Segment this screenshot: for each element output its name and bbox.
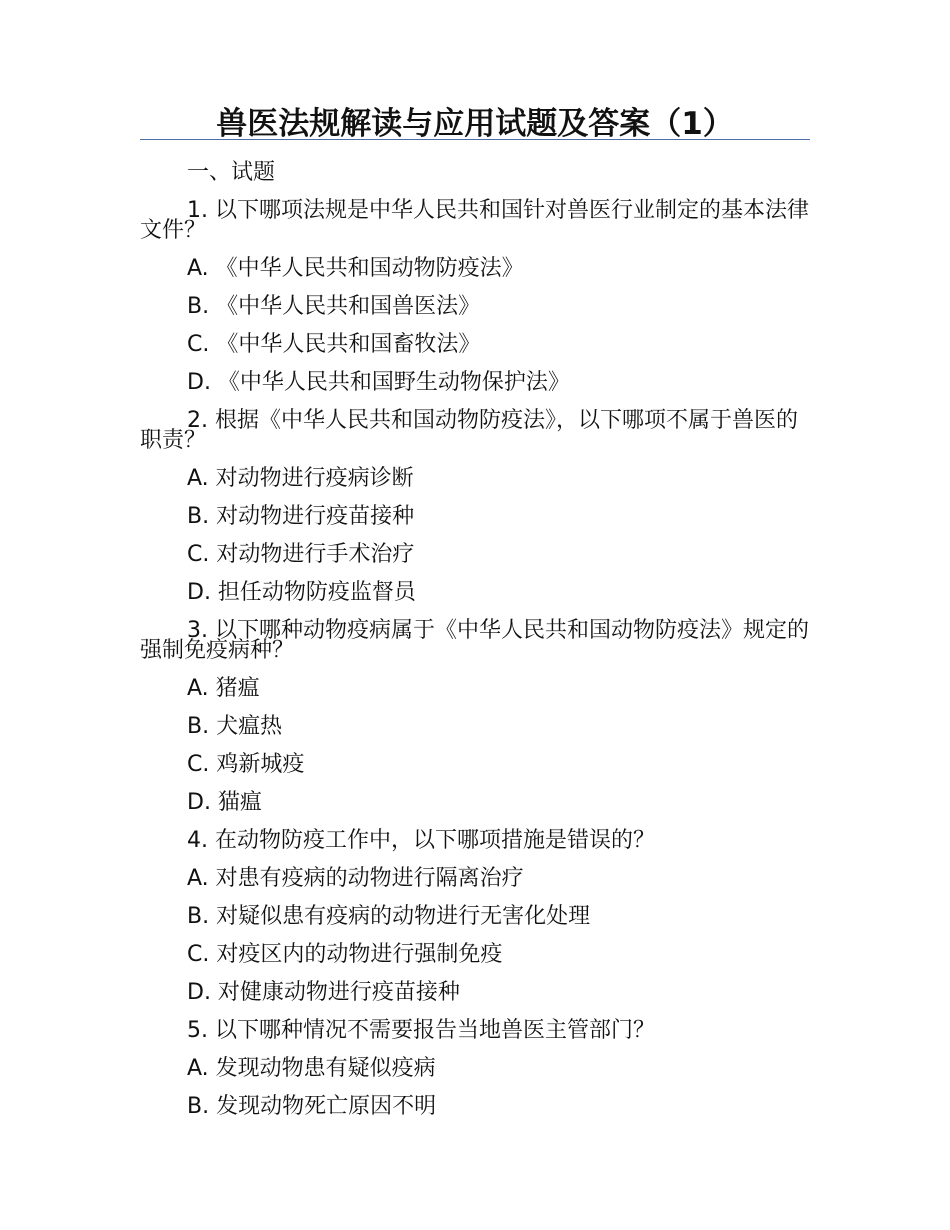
question-1-option-d: D. 《中华人民共和国野生动物保护法》 [187,370,570,395]
question-3-option-d: D. 猫瘟 [187,790,262,815]
question-4: 4. 在动物防疫工作中，以下哪项措施是错误的？ [187,828,655,853]
question-3-option-a: A. 猪瘟 [187,676,260,701]
question-2-option-b: B. 对动物进行疫苗接种 [187,504,415,529]
question-1-option-c: C. 《中华人民共和国畜牧法》 [187,332,481,357]
question-2-option-d: D. 担任动物防疫监督员 [187,580,416,605]
question-5-option-b: B. 发现动物死亡原因不明 [187,1094,437,1119]
question-1-option-a: A. 《中华人民共和国动物防疫法》 [187,256,524,281]
question-4-option-d: D. 对健康动物进行疫苗接种 [187,980,460,1005]
question-2-option-c: C. 对动物进行手术治疗 [187,542,415,567]
question-4-option-a: A. 对患有疫病的动物进行隔离治疗 [187,866,524,891]
question-4-option-b: B. 对疑似患有疫病的动物进行无害化处理 [187,904,591,929]
question-3-option-b: B. 犬瘟热 [187,714,283,739]
question-5: 5. 以下哪种情况不需要报告当地兽医主管部门？ [187,1018,655,1043]
question-1: 1. 以下哪项法规是中华人民共和国针对兽医行业制定的基本法律文件？ [140,198,809,243]
question-3: 3. 以下哪种动物疫病属于《中华人民共和国动物防疫法》规定的强制免疫病种？ [140,618,809,663]
question-2: 2. 根据《中华人民共和国动物防疫法》，以下哪项不属于兽医的职责？ [140,408,798,453]
question-5-option-a: A. 发现动物患有疑似疫病 [187,1056,436,1081]
title-underline [140,139,810,140]
document-body [140,154,812,1126]
section-heading: 一、试题 [187,160,276,185]
question-3-option-c: C. 鸡新城疫 [187,752,305,777]
question-2-option-a: A. 对动物进行疫病诊断 [187,466,414,491]
question-4-option-c: C. 对疫区内的动物进行强制免疫 [187,942,503,967]
document-title: 兽医法规解读与应用试题及答案（1） [216,106,734,142]
question-1-option-b: B. 《中华人民共和国兽医法》 [187,294,481,319]
